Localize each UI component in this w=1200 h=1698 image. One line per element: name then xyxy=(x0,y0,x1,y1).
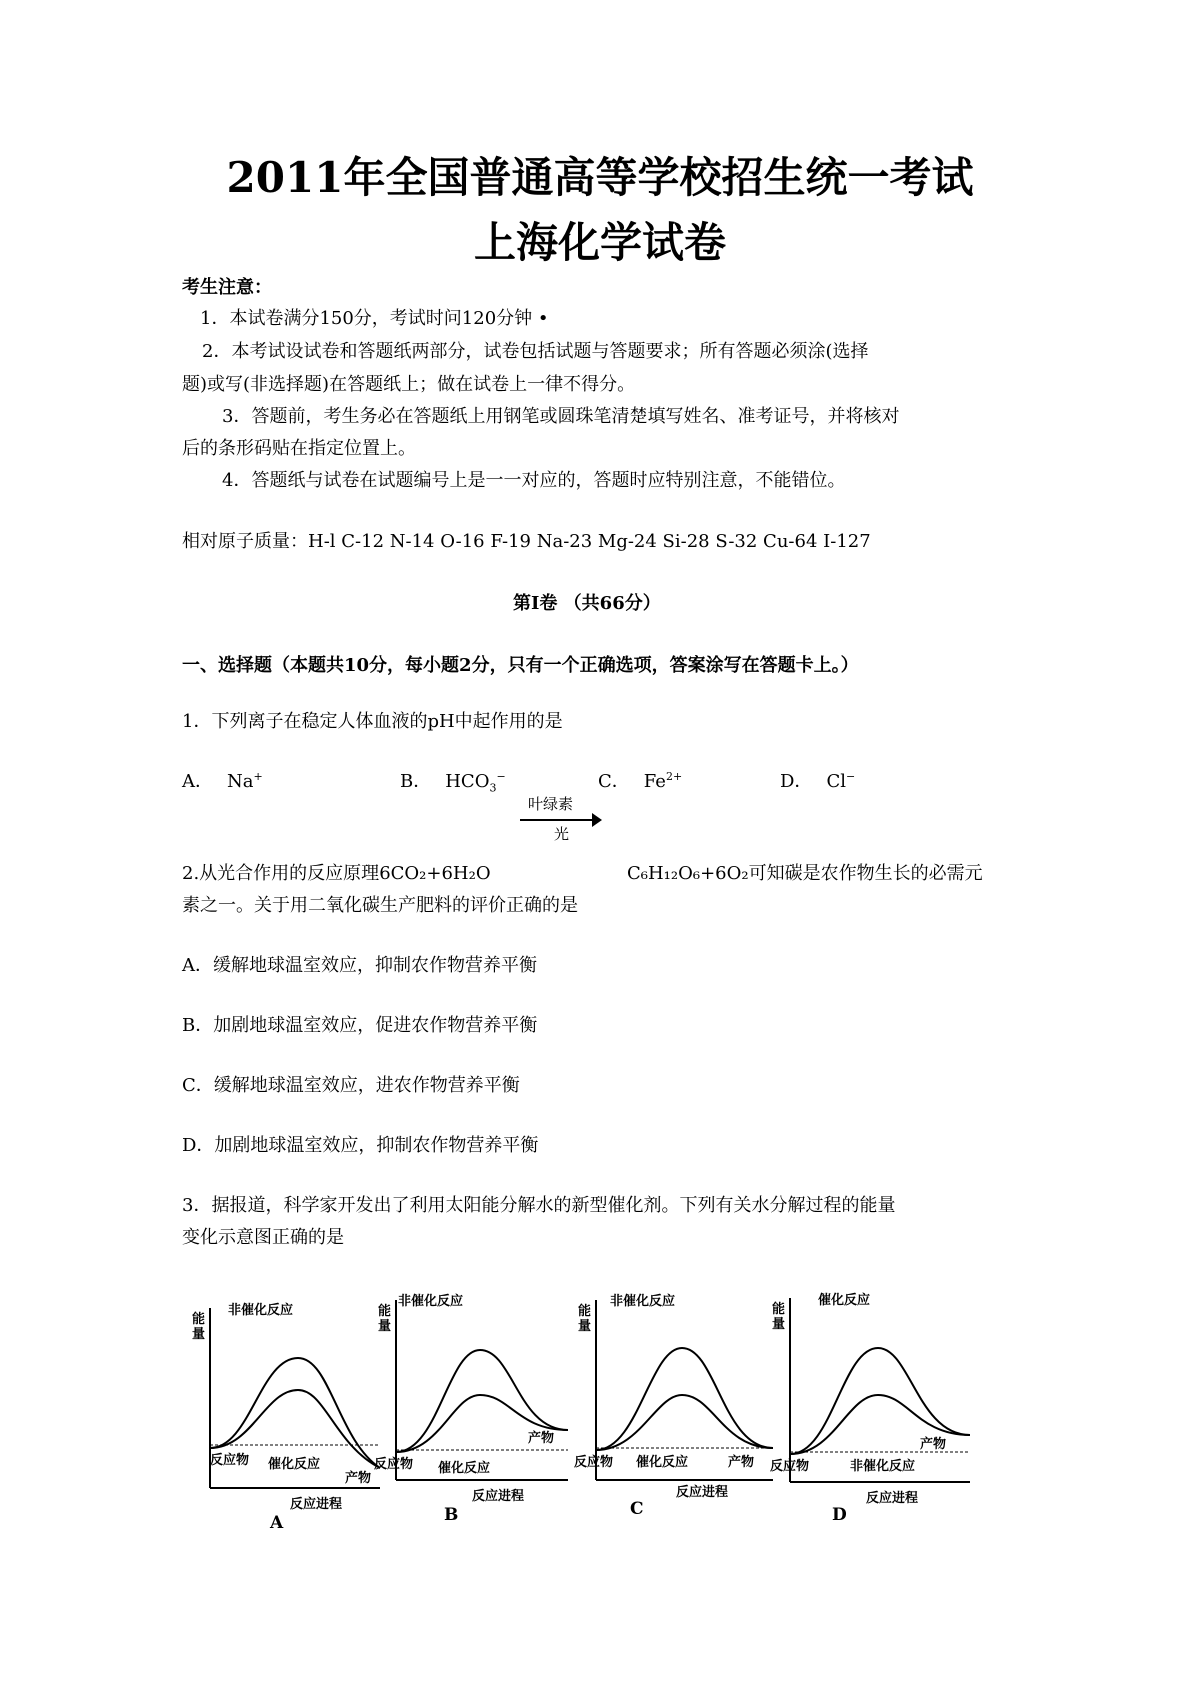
product-label: 产物 xyxy=(345,1471,372,1486)
q2-option-b: B．加剧地球温室效应，促进农作物营养平衡 xyxy=(182,1015,538,1036)
reactant-label: 反应物 xyxy=(210,1453,250,1468)
y-label-char-2: 量 xyxy=(772,1317,786,1332)
q1-option-d-label: D． xyxy=(780,771,813,792)
energy-diagram-c xyxy=(568,1190,758,1519)
product-label: 产物 xyxy=(728,1455,755,1470)
arrow-head-icon xyxy=(592,813,602,827)
uncatalyzed-curve xyxy=(596,1348,773,1450)
y-label-char-1: 能 xyxy=(772,1302,786,1317)
q3-stem-line1: 3．据报道，科学家开发出了利用太阳能分解水的新型催化剂。下列有关水分解过程的能量 xyxy=(182,1195,896,1216)
upper-curve-label: 催化反应 xyxy=(818,1293,871,1308)
energy-diagram-d xyxy=(770,1190,960,1525)
catalyzed-curve xyxy=(596,1395,773,1450)
q1-option-a xyxy=(182,770,263,794)
q1-option-c-sup: 2+ xyxy=(665,770,683,783)
upper-curve-label: 非催化反应 xyxy=(610,1294,676,1309)
x-axis-label: 反应进程 xyxy=(676,1485,729,1500)
x-axis-label: 反应进程 xyxy=(472,1489,525,1504)
y-label-char-1: 能 xyxy=(192,1312,206,1327)
y-label-char-2: 量 xyxy=(578,1319,592,1334)
q1-stem: 1．下列离子在稳定人体血液的pH中起作用的是 xyxy=(182,711,563,732)
exam-title: 2011年全国普通高等学校招生统一考试 xyxy=(226,153,974,202)
q1-option-b-label: B． xyxy=(400,771,432,792)
q1-option-c xyxy=(598,770,682,794)
lower-curve-label: 催化反应 xyxy=(268,1457,321,1472)
x-axis-label: 反应进程 xyxy=(866,1491,919,1506)
diagram-letter: B xyxy=(444,1505,459,1525)
y-label-char-2: 量 xyxy=(378,1319,392,1334)
lower-curve-label: 催化反应 xyxy=(438,1461,491,1476)
q2-option-a: A．缓解地球温室效应，抑制农作物营养平衡 xyxy=(182,955,537,976)
notice-item-3-line1: 3．答题前，考生务必在答题纸上用钢笔或圆珠笔清楚填写姓名、准考证号，并将核对 xyxy=(222,406,900,427)
diagram-letter: A xyxy=(270,1513,284,1533)
upper-curve-label: 非催化反应 xyxy=(228,1303,294,1318)
notice-item-2-line1: 2．本考试设试卷和答题纸两部分，试卷包括试题与答题要求；所有答题必须涂(选择 xyxy=(202,341,869,362)
energy-diagram-a xyxy=(180,1190,372,1533)
q3-stem-line2: 变化示意图正确的是 xyxy=(182,1227,344,1248)
arrow-label-above: 叶绿素 xyxy=(528,795,574,813)
q2-option-d: D．加剧地球温室效应，抑制农作物营养平衡 xyxy=(182,1135,539,1156)
diagram-letter: C xyxy=(630,1499,644,1519)
q1-option-d-text: Cl xyxy=(826,771,846,792)
q1-option-b-text: HCO xyxy=(445,771,490,792)
lower-curve-label: 非催化反应 xyxy=(850,1459,916,1474)
y-label-char-2: 量 xyxy=(192,1327,206,1342)
q2-reactants: 6CO₂+6H₂O xyxy=(379,863,491,884)
q2-stem-pre: 2.从光合作用的反应原理 xyxy=(182,863,380,884)
y-label-char-1: 能 xyxy=(578,1304,592,1319)
q1-option-d-sup: − xyxy=(845,770,856,783)
q1-option-b xyxy=(400,770,506,794)
notice-item-2-line2: 题)或写(非选择题)在答题纸上；做在试卷上一律不得分。 xyxy=(182,374,636,395)
energy-diagram-b xyxy=(368,1190,558,1525)
product-label: 产物 xyxy=(528,1431,555,1446)
notice-item-1: 1．本试卷满分150分，考试时问120分钟 • xyxy=(200,308,549,329)
lower-curve-label: 催化反应 xyxy=(636,1455,689,1470)
q1-option-b-sup: − xyxy=(496,770,506,783)
arrow-shaft xyxy=(520,819,596,821)
y-label-char-1: 能 xyxy=(378,1304,392,1319)
q1-option-a-text: Na xyxy=(227,771,254,792)
q1-option-c-label: C． xyxy=(598,771,630,792)
atomic-masses: 相对原子质量：H-l C-12 N-14 O-16 F-19 Na-23 Mg-24 Si-28 S-32 Cu-64 I-127 xyxy=(182,531,871,552)
q1-option-d xyxy=(780,770,855,794)
q2-stem-line2: 素之一。关于用二氧化碳生产肥料的评价正确的是 xyxy=(182,895,578,916)
notice-item-3-line2: 后的条形码贴在指定位置上。 xyxy=(182,438,416,459)
q2-option-c: C．缓解地球温室效应，进农作物营养平衡 xyxy=(182,1075,520,1096)
q2-stem-line1 xyxy=(182,862,491,886)
exam-subtitle: 上海化学试卷 xyxy=(473,218,726,267)
diagram-letter: D xyxy=(832,1505,847,1525)
uncatalyzed-curve xyxy=(210,1358,380,1468)
volume-heading: 第I卷 （共66分） xyxy=(513,593,661,614)
reaction-arrow xyxy=(518,793,604,845)
reactant-label: 反应物 xyxy=(574,1455,614,1470)
x-axis-label: 反应进程 xyxy=(290,1497,343,1512)
notice-item-4: 4．答题纸与试卷在试题编号上是一一对应的，答题时应特别注意，不能错位。 xyxy=(222,470,846,491)
arrow-label-below: 光 xyxy=(554,825,570,843)
reactant-label: 反应物 xyxy=(770,1459,810,1474)
q1-option-c-text: Fe xyxy=(643,771,666,792)
q2-stem-post: 可知碳是农作物生长的必需元 xyxy=(748,863,983,884)
q1-option-b-sub: 3 xyxy=(489,781,497,795)
q1-option-a-label: A． xyxy=(182,771,213,792)
q2-products: C₆H₁₂O₆+6O₂ xyxy=(627,863,749,884)
q2-stem-line1-right xyxy=(627,862,983,886)
section-heading: 一、选择题（本题共10分，每小题2分，只有一个正确选项，答案涂写在答题卡上。） xyxy=(182,655,859,676)
upper-curve-label: 非催化反应 xyxy=(398,1294,464,1309)
q1-option-a-sup: + xyxy=(253,770,263,783)
product-label: 产物 xyxy=(920,1437,947,1452)
reactant-label: 反应物 xyxy=(374,1457,414,1472)
notice-heading: 考生注意： xyxy=(182,277,272,298)
